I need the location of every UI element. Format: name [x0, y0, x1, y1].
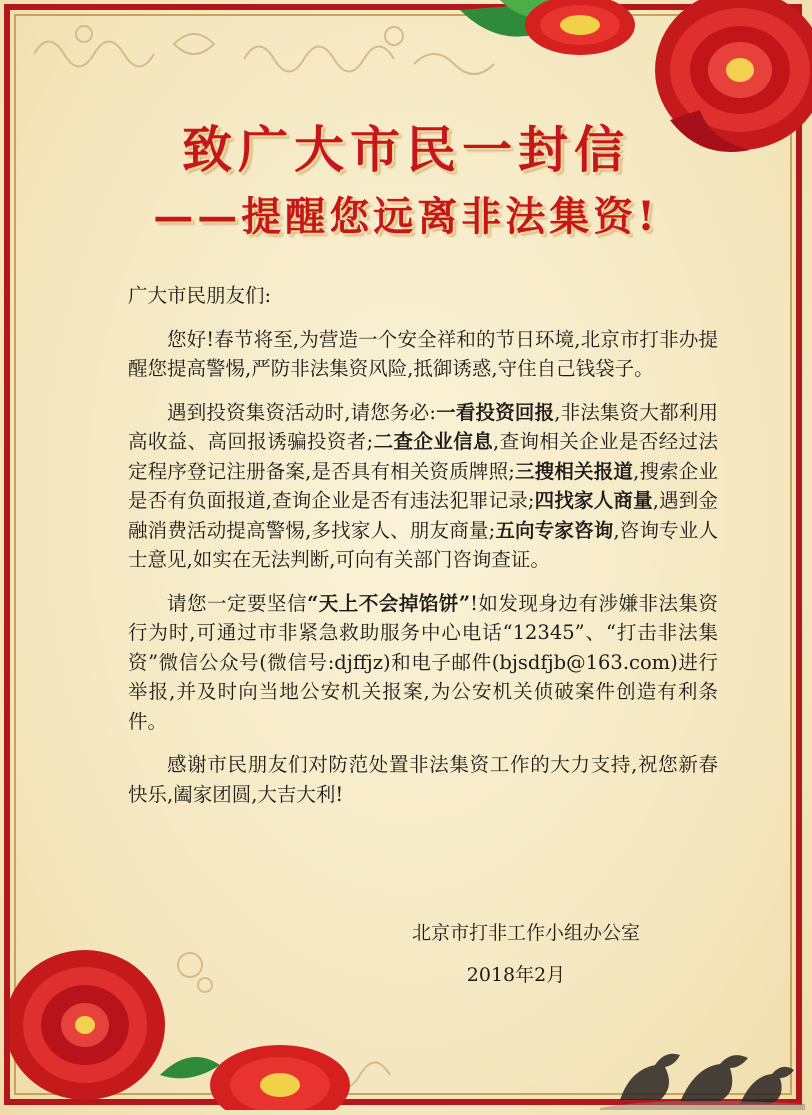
p3-after: !如发现身边有涉嫌非法集资行为时,可通过市非紧急救助服务中心电话“12345”、“打击非法集资”微信公众号(微信号:djffjz)和电子邮件(bjsdfjb@163.com)进行举报,并及时向当地公安机关报案,为公安机关侦破案件创造有利条件。	[128, 591, 718, 733]
p2-item2-text: ,查询相关企业是否经过法定程序登记注册备案,是否具有相关资质牌照;	[128, 430, 718, 483]
p2-item3-text: ,搜索企业是否有负面报道,查询企业是否有违法犯罪记录;	[128, 459, 718, 512]
paragraph-2	[128, 398, 718, 575]
letter-subtitle: ——提醒您远离非法集资!	[153, 193, 659, 240]
p3-bold: “天上不会掉馅饼”	[307, 591, 471, 615]
bottom-right-horses-painting-decoration	[600, 1020, 805, 1110]
p2-item4-text: ,遇到金融消费活动提高警惕,多找家人、朋友商量;	[128, 489, 718, 542]
p2-item1-bold: 一看投资回报	[435, 400, 555, 424]
p3-before: 请您一定要坚信	[167, 591, 308, 615]
signature-date: 2018年2月	[466, 964, 566, 986]
letter-body	[128, 281, 718, 823]
greeting-text: 广大市民朋友们:	[128, 284, 272, 307]
p2-item5-text: ,咨询专业人士意见,如实在无法判断,可向有关部门咨询查证。	[128, 518, 718, 571]
p2-item2-bold: 二查企业信息	[373, 430, 493, 453]
p2-item4-bold: 四找家人商量	[534, 489, 653, 512]
paragraph-4: 感谢市民朋友们对防范处置非法集资工作的大力支持,祝您新春快乐,阖家团圆,大吉大利!	[128, 753, 718, 806]
paragraph-3	[128, 589, 718, 737]
p2-item3-bold: 三搜相关报道	[514, 459, 634, 483]
p2-intro: 遇到投资集资活动时,请您务必:	[167, 400, 436, 424]
p2-item1-text: ,非法集资大都利用高收益、高回报诱骗投资者;	[128, 400, 718, 453]
p2-item5-bold: 五向专家咨询	[495, 518, 614, 542]
letter-title: 致广大市民一封信	[182, 120, 630, 179]
paragraph-1: 您好!春节将至,为营造一个安全祥和的节日环境,北京市打非办提醒您提高警惕,严防非法集资风险,抵御诱惑,守住自己钱袋子。	[128, 327, 718, 380]
signature-organization: 北京市打非工作小组办公室	[411, 922, 640, 944]
